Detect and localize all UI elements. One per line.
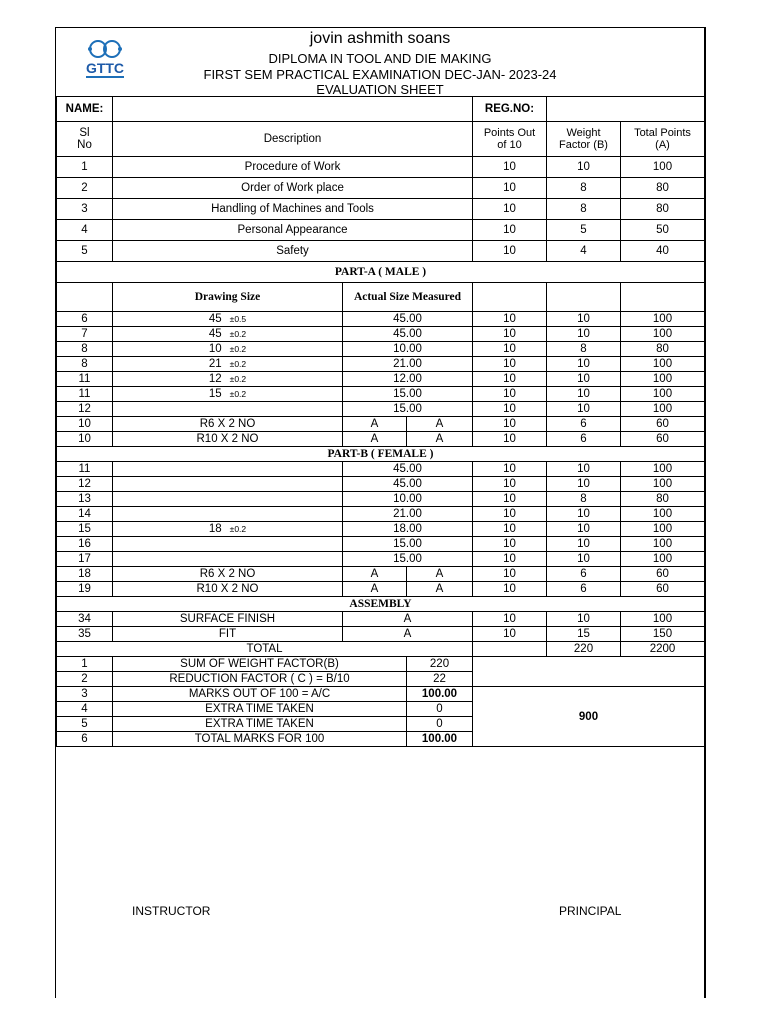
sheet-header [56, 28, 704, 96]
student-name: jovin ashmith soans [309, 30, 451, 47]
total-cell: 40 [621, 241, 705, 262]
drawing-size-cell: 12 ±0.2 [113, 372, 343, 387]
column-header-row [57, 122, 705, 157]
drawing-size-cell [113, 477, 343, 492]
points-cell: 10 [473, 507, 547, 522]
radius-cell: R6 X 2 NO [113, 417, 343, 432]
weight-cell: 4 [547, 241, 621, 262]
table-row [57, 220, 705, 241]
total-cell: 60 [621, 567, 705, 582]
table-row [57, 522, 705, 537]
tolerance-text: ±0.2 [229, 524, 247, 534]
total-cell: 100 [621, 387, 705, 402]
sl-cell: 18 [57, 567, 113, 582]
points-cell: 10 [473, 220, 547, 241]
total-cell: 80 [621, 492, 705, 507]
table-row [57, 241, 705, 262]
measured-cell: 45.00 [343, 462, 473, 477]
total-cell: 80 [621, 178, 705, 199]
table-row [57, 612, 705, 627]
weight-cell: 5 [547, 220, 621, 241]
weight-cell: 6 [547, 432, 621, 447]
total-cell: 100 [621, 477, 705, 492]
total-cell: 50 [621, 220, 705, 241]
sl-cell: 7 [57, 327, 113, 342]
total-cell: 60 [621, 582, 705, 597]
total-cell: 80 [621, 199, 705, 220]
total-cell: 100 [621, 312, 705, 327]
points-cell: 10 [473, 357, 547, 372]
tolerance-text: ±0.2 [229, 359, 247, 369]
name-field [113, 97, 473, 122]
points-cell: 10 [473, 582, 547, 597]
points-cell: 10 [473, 327, 547, 342]
sl-cell: 10 [57, 432, 113, 447]
total-cell: 100 [621, 507, 705, 522]
total-cell: 80 [621, 342, 705, 357]
points-cell: 10 [473, 432, 547, 447]
summary-value-cell: 100.00 [407, 687, 473, 702]
weight-cell: 10 [547, 507, 621, 522]
total-cell: 100 [621, 327, 705, 342]
table-row [57, 372, 705, 387]
table-row [57, 537, 705, 552]
tolerance-text: ±0.2 [229, 374, 247, 384]
drawing-size-cell: 21 ±0.2 [113, 357, 343, 372]
exam-title: FIRST SEM PRACTICAL EXAMINATION DEC-JAN- 2023-24 [203, 67, 557, 82]
weight-cell: 10 [547, 387, 621, 402]
drawing-size-cell [113, 402, 343, 417]
weight-cell: 10 [547, 537, 621, 552]
name-row [57, 97, 705, 122]
drawing-size-cell: 15 ±0.2 [113, 387, 343, 402]
points-cell: 10 [473, 199, 547, 220]
total-cell: 60 [621, 417, 705, 432]
drawing-size-cell [113, 507, 343, 522]
description-header: Description [113, 122, 473, 157]
table-row [57, 567, 705, 582]
grade-cell-1: A [343, 432, 407, 447]
points-cell: 10 [473, 552, 547, 567]
table-row [57, 312, 705, 327]
weight-cell: 10 [547, 157, 621, 178]
points-cell: 10 [473, 627, 547, 642]
table-row [57, 327, 705, 342]
grade-cell-2: A [407, 417, 473, 432]
weight-cell: 10 [547, 462, 621, 477]
summary-blank-cell [473, 657, 705, 687]
points-cell: 10 [473, 312, 547, 327]
summary-desc-cell: TOTAL MARKS FOR 100 [113, 732, 407, 747]
weight-cell: 10 [547, 612, 621, 627]
table-row [57, 582, 705, 597]
measured-cell: 15.00 [343, 552, 473, 567]
total-cell: 100 [621, 537, 705, 552]
evaluation-table [56, 96, 705, 747]
assembly-desc-cell: FIT [113, 627, 343, 642]
grade-cell-2: A [407, 567, 473, 582]
points-cell: 10 [473, 372, 547, 387]
summary-desc-cell: EXTRA TIME TAKEN [113, 702, 407, 717]
measured-cell: 21.00 [343, 507, 473, 522]
table-row [57, 199, 705, 220]
description-cell: Safety [113, 241, 473, 262]
points-cell: 10 [473, 387, 547, 402]
summary-value-cell: 0 [407, 717, 473, 732]
assembly-heading: ASSEMBLY [57, 597, 705, 612]
sl-cell: 15 [57, 522, 113, 537]
table-row [57, 627, 705, 642]
weight-cell: 10 [547, 312, 621, 327]
table-row [57, 402, 705, 417]
grade-cell-2: A [407, 582, 473, 597]
points-cell: 10 [473, 462, 547, 477]
tolerance-text: ±0.2 [229, 329, 247, 339]
total-cell: 100 [621, 402, 705, 417]
total-weight: 220 [547, 642, 621, 657]
measured-cell: 45.00 [343, 477, 473, 492]
summary-row [57, 657, 705, 672]
grade-cell-1: A [343, 567, 407, 582]
description-cell: Order of Work place [113, 178, 473, 199]
weight-cell: 6 [547, 582, 621, 597]
points-cell: 10 [473, 342, 547, 357]
sl-cell: 4 [57, 220, 113, 241]
drawing-size-cell [113, 537, 343, 552]
points-cell: 10 [473, 522, 547, 537]
measured-cell: 10.00 [343, 342, 473, 357]
drawing-size-cell: 45 ±0.5 [113, 312, 343, 327]
sl-cell: 35 [57, 627, 113, 642]
sl-cell: 12 [57, 477, 113, 492]
weight-header: Weight Factor (B) [547, 122, 621, 157]
sl-cell: 34 [57, 612, 113, 627]
sl-cell: 1 [57, 157, 113, 178]
points-cell: 10 [473, 537, 547, 552]
drawing-size-cell [113, 552, 343, 567]
instructor-signature-label: INSTRUCTOR [132, 904, 211, 918]
sl-no-header: Sl No [57, 122, 113, 157]
sl-cell: 2 [57, 672, 113, 687]
points-cell: 10 [473, 612, 547, 627]
table-row [57, 507, 705, 522]
measured-cell: 18.00 [343, 522, 473, 537]
tolerance-text: ±0.2 [229, 344, 247, 354]
sheet-title: EVALUATION SHEET [316, 82, 444, 97]
grade-cell-1: A [343, 582, 407, 597]
grade-cell-2: A [407, 432, 473, 447]
points-cell: 10 [473, 417, 547, 432]
description-cell: Personal Appearance [113, 220, 473, 241]
tolerance-text: ±0.5 [229, 314, 247, 324]
measured-cell: 10.00 [343, 492, 473, 507]
description-cell: Procedure of Work [113, 157, 473, 178]
weight-cell: 6 [547, 567, 621, 582]
grade-cell-1: A [343, 417, 407, 432]
sl-cell: 11 [57, 372, 113, 387]
weight-cell: 10 [547, 552, 621, 567]
summary-desc-cell: MARKS OUT OF 100 = A/C [113, 687, 407, 702]
measured-cell: 45.00 [343, 312, 473, 327]
points-header: Points Out of 10 [473, 122, 547, 157]
points-cell: 10 [473, 241, 547, 262]
radius-cell: R6 X 2 NO [113, 567, 343, 582]
sl-cell: 3 [57, 199, 113, 220]
total-label: TOTAL [57, 642, 473, 657]
summary-value-cell: 100.00 [407, 732, 473, 747]
total-cell: 100 [621, 357, 705, 372]
final-score: 900 [473, 687, 705, 747]
drawing-size-cell: 10 ±0.2 [113, 342, 343, 357]
measured-cell: 15.00 [343, 537, 473, 552]
table-row [57, 462, 705, 477]
weight-cell: 10 [547, 477, 621, 492]
radius-cell: R10 X 2 NO [113, 432, 343, 447]
measured-cell: 12.00 [343, 372, 473, 387]
total-cell: 100 [621, 612, 705, 627]
table-row [57, 417, 705, 432]
sl-cell: 19 [57, 582, 113, 597]
sl-cell: 5 [57, 717, 113, 732]
drawing-size-cell: 18 ±0.2 [113, 522, 343, 537]
sl-cell: 2 [57, 178, 113, 199]
measured-cell: 21.00 [343, 357, 473, 372]
measured-cell: 15.00 [343, 387, 473, 402]
total-cell: 100 [621, 372, 705, 387]
summary-row [57, 687, 705, 702]
sl-cell: 13 [57, 492, 113, 507]
sl-cell: 14 [57, 507, 113, 522]
weight-cell: 8 [547, 178, 621, 199]
total-cell: 100 [621, 157, 705, 178]
points-cell: 10 [473, 567, 547, 582]
grade-cell: A [343, 612, 473, 627]
table-row [57, 432, 705, 447]
table-row [57, 552, 705, 567]
drawing-size-cell [113, 462, 343, 477]
weight-cell: 8 [547, 492, 621, 507]
measured-cell: 15.00 [343, 402, 473, 417]
total-points: 2200 [621, 642, 705, 657]
weight-cell: 15 [547, 627, 621, 642]
drawing-size-header: Drawing Size [113, 283, 343, 312]
sl-cell: 8 [57, 357, 113, 372]
part-a-heading: PART-A ( MALE ) [57, 262, 705, 283]
part-b-heading: PART-B ( FEMALE ) [57, 447, 705, 462]
sl-cell: 4 [57, 702, 113, 717]
table-row [57, 157, 705, 178]
summary-desc-cell: EXTRA TIME TAKEN [113, 717, 407, 732]
weight-cell: 10 [547, 522, 621, 537]
sl-cell: 17 [57, 552, 113, 567]
regno-label: REG.NO: [473, 97, 547, 122]
actual-size-header: Actual Size Measured [343, 283, 473, 312]
weight-cell: 8 [547, 342, 621, 357]
part-a-header-row [57, 283, 705, 312]
sl-cell: 3 [57, 687, 113, 702]
logo-text: GTTC [85, 60, 125, 76]
total-cell: 150 [621, 627, 705, 642]
points-cell: 10 [473, 477, 547, 492]
radius-cell: R10 X 2 NO [113, 582, 343, 597]
weight-cell: 10 [547, 357, 621, 372]
sl-cell: 16 [57, 537, 113, 552]
table-row [57, 178, 705, 199]
table-row [57, 387, 705, 402]
total-points-header: Total Points (A) [621, 122, 705, 157]
points-cell: 10 [473, 157, 547, 178]
name-label: NAME: [57, 97, 113, 122]
points-cell: 10 [473, 402, 547, 417]
summary-value-cell: 22 [407, 672, 473, 687]
table-row [57, 342, 705, 357]
assembly-desc-cell: SURFACE FINISH [113, 612, 343, 627]
table-row [57, 477, 705, 492]
total-cell: 100 [621, 522, 705, 537]
drawing-size-cell [113, 492, 343, 507]
sl-cell: 5 [57, 241, 113, 262]
part-b-row [57, 447, 705, 462]
summary-value-cell: 0 [407, 702, 473, 717]
total-cell: 60 [621, 432, 705, 447]
total-row [57, 642, 705, 657]
summary-desc-cell: REDUCTION FACTOR ( C ) = B/10 [113, 672, 407, 687]
weight-cell: 10 [547, 402, 621, 417]
sl-cell: 6 [57, 732, 113, 747]
points-cell: 10 [473, 492, 547, 507]
description-cell: Handling of Machines and Tools [113, 199, 473, 220]
total-cell: 100 [621, 552, 705, 567]
measured-cell: 45.00 [343, 327, 473, 342]
sl-cell: 8 [57, 342, 113, 357]
evaluation-sheet [55, 27, 706, 998]
sl-cell: 12 [57, 402, 113, 417]
sl-cell: 10 [57, 417, 113, 432]
total-cell: 100 [621, 462, 705, 477]
sl-cell: 6 [57, 312, 113, 327]
table-row [57, 492, 705, 507]
weight-cell: 10 [547, 327, 621, 342]
drawing-size-cell: 45 ±0.2 [113, 327, 343, 342]
points-cell: 10 [473, 178, 547, 199]
part-a-row [57, 262, 705, 283]
summary-value-cell: 220 [407, 657, 473, 672]
sl-cell: 11 [57, 462, 113, 477]
weight-cell: 6 [547, 417, 621, 432]
regno-field [547, 97, 705, 122]
weight-cell: 8 [547, 199, 621, 220]
assembly-row [57, 597, 705, 612]
weight-cell: 10 [547, 372, 621, 387]
tolerance-text: ±0.2 [229, 389, 247, 399]
principal-signature-label: PRINCIPAL [559, 904, 622, 918]
table-row [57, 357, 705, 372]
sl-cell: 11 [57, 387, 113, 402]
sl-cell: 1 [57, 657, 113, 672]
course-title: DIPLOMA IN TOOL AND DIE MAKING [268, 51, 492, 66]
grade-cell: A [343, 627, 473, 642]
summary-desc-cell: SUM OF WEIGHT FACTOR(B) [113, 657, 407, 672]
